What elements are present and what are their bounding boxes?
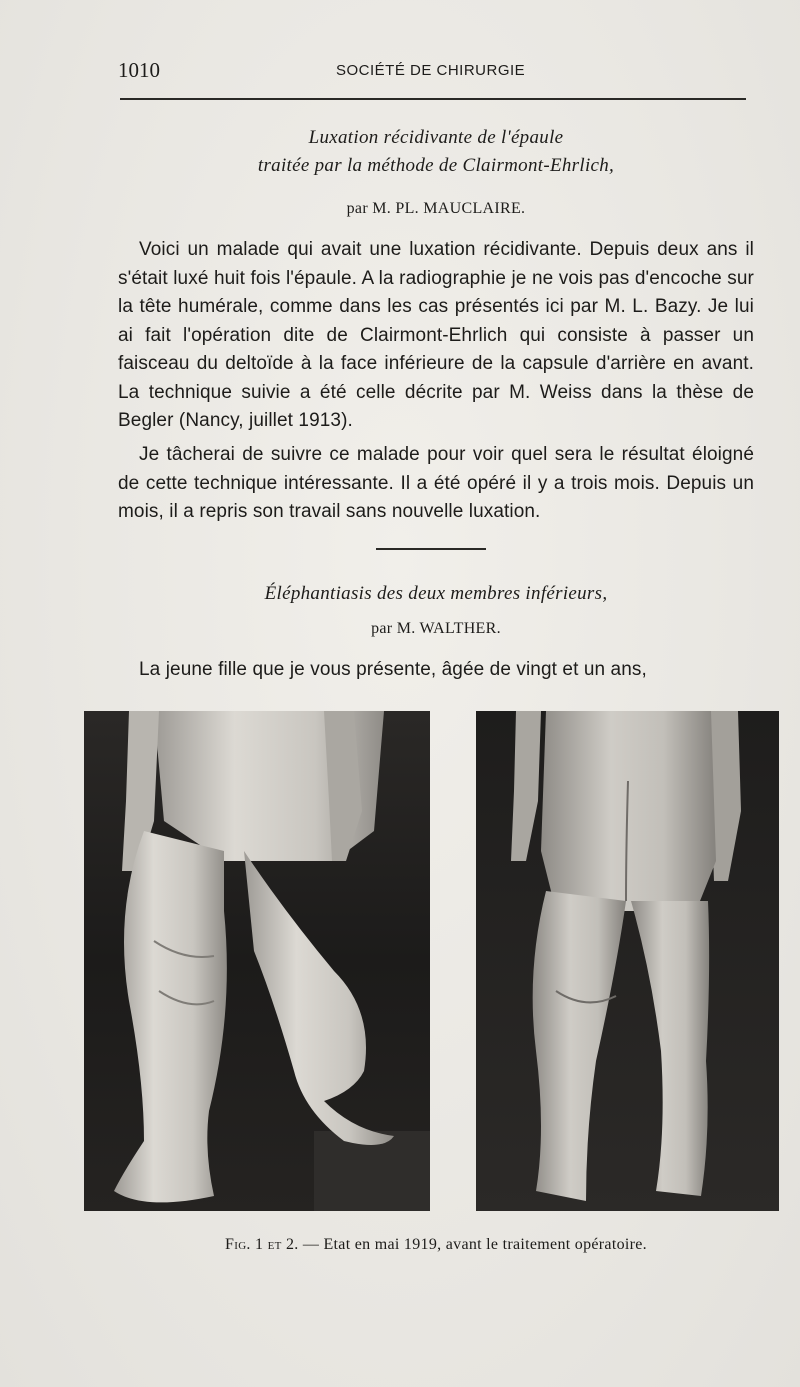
running-head: SOCIÉTÉ DE CHIRURGIE xyxy=(336,62,526,79)
article2-paragraph1-block xyxy=(118,656,754,685)
article1-paragraph1-block xyxy=(118,236,754,436)
section-divider xyxy=(376,548,486,550)
article2-paragraph1: La jeune fille que je vous présente, âgée de vingt et un ans, xyxy=(139,659,647,680)
header-rule xyxy=(120,98,746,100)
article1-paragraph1: Voici un malade qui avait une luxation récidivante. Depuis deux ans il s'était luxé huit fois l'épaule. A la radiographie je ne vois pas d'encoche sur la tête humérale, comme dans les cas présentés ici par M. L. Bazy. Je lui ai fait l'opération dite de Clairmont-Ehrlich qui consiste à passer un faisceau du deltoïde à la face inférieure de la capsule d'arrière en avant. La technique suivie a été celle décrite par M. Weiss dans la thèse de Begler (Nancy, juillet 1913). xyxy=(118,239,754,431)
figure-caption xyxy=(118,1236,754,1254)
figure-1-front-view-image xyxy=(84,711,430,1211)
article2-title-line: Éléphantiasis des deux membres inférieurs, xyxy=(264,583,608,604)
article1-title-line1: Luxation récidivante de l'épaule xyxy=(308,127,564,148)
figure-2-photograph xyxy=(476,711,779,1211)
figure-caption-label: Fig. 1 et 2. xyxy=(225,1236,299,1253)
figure-1-photograph xyxy=(84,711,430,1211)
figure-2-back-view-image xyxy=(476,711,779,1211)
article1-title xyxy=(118,124,754,180)
page-header xyxy=(118,58,746,86)
article1-paragraph2-block xyxy=(118,441,754,527)
page-number: 1010 xyxy=(118,58,160,82)
figure-caption-text: — Etat en mai 1919, avant le traitement opératoire. xyxy=(298,1236,647,1253)
article2-title xyxy=(118,580,754,608)
article1-title-line2: traitée par la méthode de Clairmont-Ehrlich, xyxy=(257,155,615,176)
article2-byline: par M. WALTHER. xyxy=(371,620,501,637)
article1-byline: par M. PL. MAUCLAIRE. xyxy=(346,200,526,217)
article1-paragraph2: Je tâcherai de suivre ce malade pour voir quel sera le résultat éloigné de cette technique intéressante. Il a été opéré il y a trois mois. Depuis un mois, il a repris son travail sans nouvelle luxation. xyxy=(118,444,754,522)
